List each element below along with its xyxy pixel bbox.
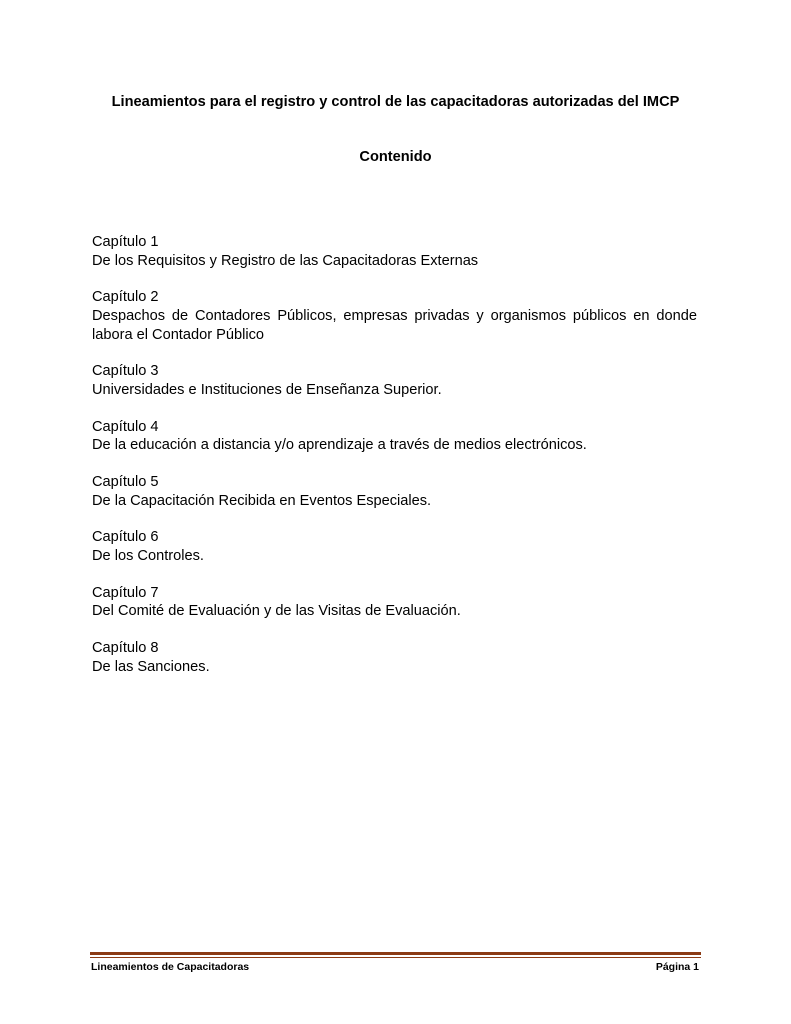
chapter-number: Capítulo 4: [92, 418, 159, 435]
chapter-entry: [92, 584, 697, 621]
chapter-title: De los Requisitos y Registro de las Capacitadoras Externas: [92, 252, 479, 269]
chapter-number: Capítulo 1: [92, 234, 159, 250]
chapter-entry: [92, 473, 697, 510]
chapter-entry: [92, 233, 697, 270]
document-title: Lineamientos para el registro y control de las capacitadoras autorizadas del IMCP: [111, 94, 680, 110]
chapter-title: De los Controles.: [92, 548, 204, 565]
chapter-title: Despachos de Contadores Públicos, empresas privadas y organismos públicos en donde labora el Contador Público: [92, 307, 697, 343]
chapter-entry: [92, 528, 697, 565]
chapter-title: Universidades e Instituciones de Enseñanza Superior.: [92, 381, 442, 398]
chapter-number: Capítulo 3: [92, 363, 159, 380]
chapter-title: De la Capacitación Recibida en Eventos Especiales.: [92, 492, 432, 509]
chapter-entry: [92, 362, 697, 399]
chapter-entry: [92, 418, 697, 455]
chapter-number: Capítulo 5: [92, 474, 159, 491]
footer-rule: [90, 952, 701, 955]
chapter-entry: [92, 639, 697, 676]
chapter-number: Capítulo 2: [92, 289, 159, 306]
chapter-number: Capítulo 8: [92, 640, 159, 657]
footer-rule-secondary: [90, 957, 701, 958]
chapter-entry: [92, 288, 697, 344]
footer-document-name: Lineamientos de Capacitadoras: [91, 961, 250, 973]
chapter-title: Del Comité de Evaluación y de las Visitas de Evaluación.: [92, 603, 461, 620]
footer-page-number: Página 1: [655, 961, 699, 973]
chapter-title: De la educación a distancia y/o aprendizaje a través de medios electrónicos.: [92, 437, 587, 454]
chapter-number: Capítulo 6: [92, 529, 159, 546]
chapter-list: [92, 233, 697, 695]
chapter-title: De las Sanciones.: [92, 658, 210, 675]
chapter-number: Capítulo 7: [92, 584, 159, 601]
toc-heading: Contenido: [359, 149, 432, 165]
